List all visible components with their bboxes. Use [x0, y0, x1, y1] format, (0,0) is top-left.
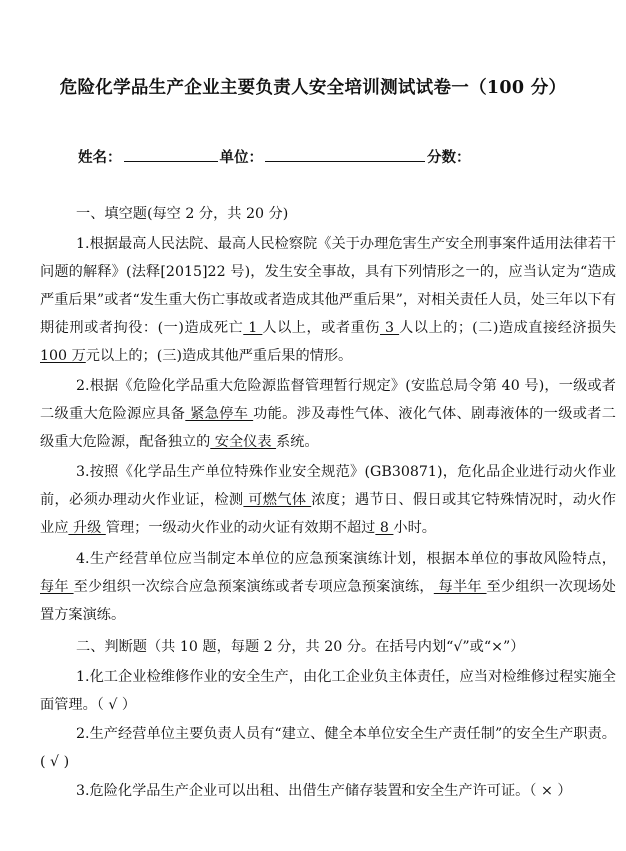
name-label: 姓名：: [78, 149, 122, 166]
exam-title: 危险化学品生产企业主要负责人安全培训测试试卷一（100 分）: [59, 78, 567, 98]
q1-answer-2: 3: [380, 320, 400, 336]
fill-question-4: [40, 545, 616, 629]
q3-text-b: 浓度；遇节日、假日或其它特殊情况时，动火作业应: [40, 492, 616, 536]
name-blank[interactable]: [124, 147, 218, 162]
score-label: 分数：: [427, 149, 471, 166]
q1-text-b: 人以上，或者重伤: [262, 320, 380, 336]
q3-text-d: 小时。: [393, 520, 436, 536]
q1-text-c: 人以上的；(二)造成直接经济损失: [399, 320, 617, 336]
q1-text-d: 元以上的；(三)造成其他严重后果的情形。: [85, 348, 353, 364]
q1-answer-3: 100 万: [40, 348, 86, 364]
q1-text-a: 1.根据最高人民法院、最高人民检察院《关于办理危害生产安全刑事案件适用法律若干问题的解释》(法释[2015]22 号)，发生安全事故，具有下列情形之一的，应当认定为“造成严重后果”或者“发生重大伤亡事故或者造成其他严重后果”，对相关责任人员，处三年以下有期徒刑或者拘役：(一)造成死亡: [40, 236, 616, 336]
q2-text-c: 系统。: [276, 434, 319, 450]
q4-answer-1: 每年: [40, 579, 74, 595]
q2-answer-2: 安全仪表: [210, 434, 277, 450]
q4-text-b: 至少组织一次综合应急预案演练或者专项应急预案演练，: [73, 579, 434, 595]
section1-heading: 一、填空题(每空 2 分，共 20 分): [76, 206, 289, 222]
judge-question-2: 2.生产经营单位主要负责人员有“建立、健全本单位安全生产责任制”的安全生产职责。( √ ): [40, 726, 616, 770]
q3-answer-1: 可燃气体: [243, 492, 312, 508]
q1-answer-1: 1: [243, 320, 263, 336]
q3-text-c: 管理；一级动火作业的动火证有效期不超过: [105, 520, 376, 536]
q2-answer-1: 紧急停车: [185, 406, 254, 422]
q3-answer-3: 8: [375, 520, 394, 536]
judge-question-3: 3.危险化学品生产企业可以出租、出借生产储存装置和安全生产许可证。（ × ）: [76, 783, 572, 799]
q2-text-b: 功能。涉及毒性气体、液化气体、剧毒液体的一级或者二级重大危险源，配备独立的: [40, 406, 616, 450]
q3-text-a: 3.按照《化学品生产单位特殊作业安全规范》(GB30871)，危化品企业进行动火作业前，必须办理动火作业证，检测: [40, 464, 616, 508]
fill-question-2: [40, 372, 616, 456]
q2-text-a: 2.根据《危险化学品重大危险源监督管理暂行规定》(安监总局令第 40 号)，一级或者二级重大危险源应具备: [40, 378, 616, 422]
fill-question-3: [40, 458, 616, 542]
q4-answer-2: 每半年: [433, 579, 487, 595]
unit-label: 单位：: [219, 149, 263, 166]
q4-text-c: 至少组织一次现场处置方案演练。: [40, 579, 616, 623]
candidate-info-line: [78, 146, 471, 167]
fill-question-1: [40, 230, 616, 370]
q3-answer-2: 升级: [68, 520, 106, 536]
judge-question-1: 1.化工企业检维修作业的安全生产，由化工企业负主体责任，应当对检维修过程实施全面管理。（ √ ）: [40, 669, 616, 713]
unit-blank[interactable]: [265, 147, 425, 162]
q4-text-a: 4.生产经营单位应当制定本单位的应急预案演练计划，根据本单位的事故风险特点，: [76, 551, 616, 567]
section2-heading: 二、判断题（共 10 题，每题 2 分，共 20 分。在括号内划“√”或“×”）: [76, 639, 525, 655]
